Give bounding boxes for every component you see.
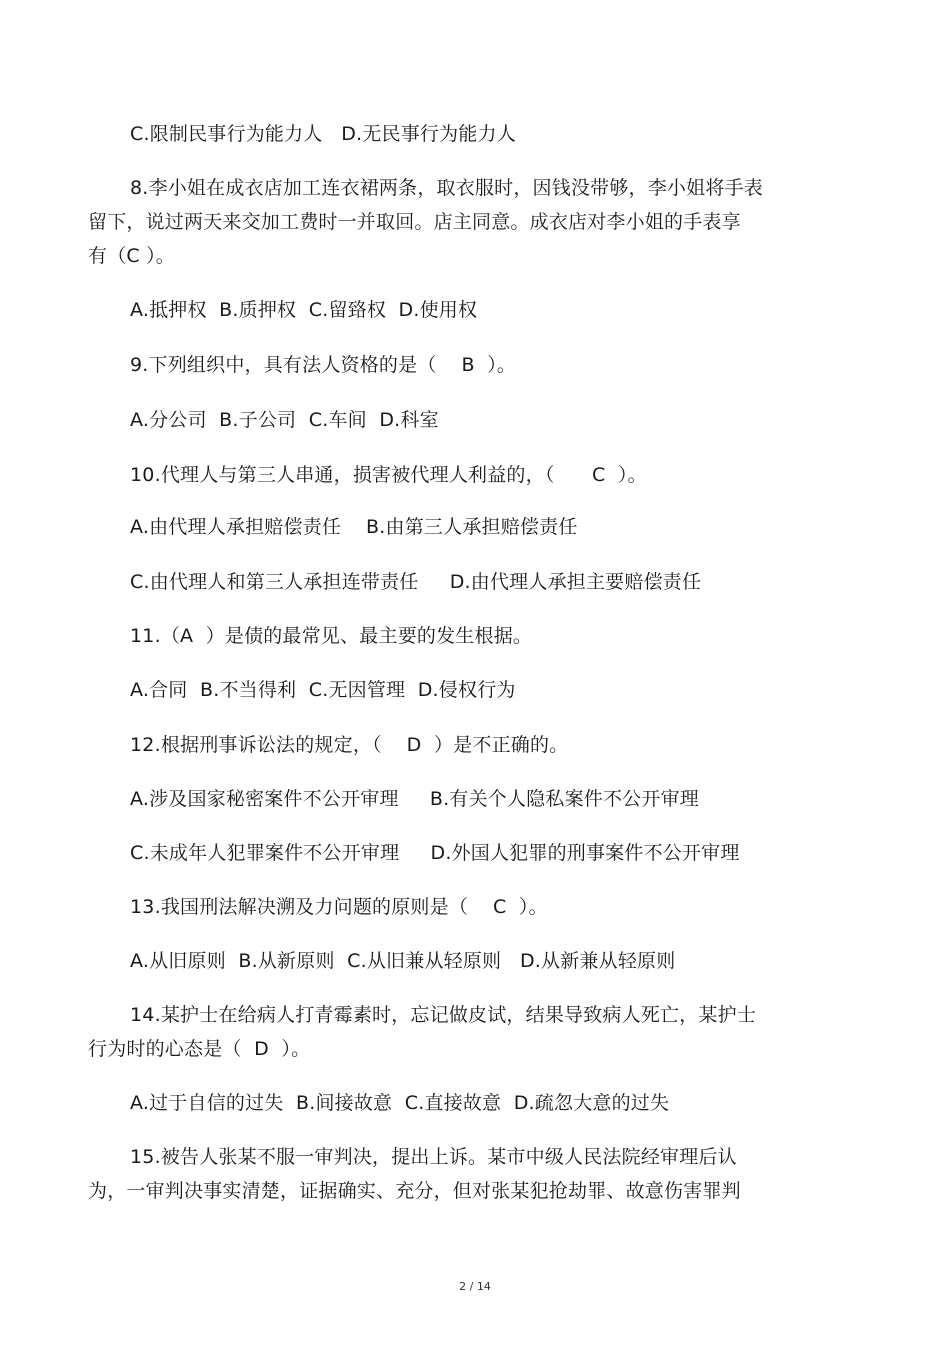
question-14-line-1: 14.某护士在给病人打青霉素时，忘记做皮试，结果导致病人死亡，某护士: [130, 1004, 757, 1026]
question-10-options-2: C.由代理人和第三人承担连带责任 D.由代理人承担主要赔偿责任: [130, 571, 702, 593]
question-9-options: A.分公司 B.子公司 C.车间 D.科室: [130, 409, 439, 431]
question-8-options: A.抵押权 B.质押权 C.留臵权 D.使用权: [130, 299, 478, 321]
question-13: 13.我国刑法解决溯及力问题的原则是（ C ）。: [130, 896, 548, 918]
question-9: 9.下列组织中，具有法人资格的是（ B ）。: [130, 354, 517, 376]
question-8-line-3: 有（C ）。: [88, 245, 176, 267]
question-14-options: A.过于自信的过失 B.间接故意 C.直接故意 D.疏忽大意的过失: [130, 1092, 670, 1114]
question-12-options-2: C.未成年人犯罪案件不公开审理 D.外国人犯罪的刑事案件不公开审理: [130, 842, 740, 864]
question-10-options-1: A.由代理人承担赔偿责任 B.由第三人承担赔偿责任: [130, 516, 578, 538]
question-8-line-2: 留下，说过两天来交加工费时一并取回。店主同意。成衣店对李小姐的手表享: [88, 211, 741, 233]
option-line-q7: C.限制民事行为能力人 D.无民事行为能力人: [130, 123, 516, 145]
question-11-options: A.合同 B.不当得利 C.无因管理 D.侵权行为: [130, 679, 516, 701]
question-8-line-1: 8.李小姐在成衣店加工连衣裙两条，取衣服时，因钱没带够，李小姐将手表: [130, 177, 763, 199]
question-12-options-1: A.涉及国家秘密案件不公开审理 B.有关个人隐私案件不公开审理: [130, 788, 699, 810]
question-13-options: A.从旧原则 B.从新原则 C.从旧兼从轻原则 D.从新兼从轻原则: [130, 950, 676, 972]
question-15-line-2: 为，一审判决事实清楚，证据确实、充分，但对张某犯抢劫罪、故意伤害罪判: [88, 1180, 741, 1202]
question-11: 11.（A ）是债的最常见、最主要的发生根据。: [130, 625, 533, 647]
question-15-line-1: 15.被告人张某不服一审判决，提出上诉。某市中级人民法院经审理后认: [130, 1146, 737, 1168]
page-indicator: 2 / 14: [459, 1280, 491, 1293]
question-10: 10.代理人与第三人串通，损害被代理人利益的，（ C ）。: [130, 464, 647, 486]
question-14-line-2: 行为时的心态是（ D ）。: [88, 1038, 311, 1060]
question-12: 12.根据刑事诉讼法的规定，（ D ）是不正确的。: [130, 734, 569, 756]
